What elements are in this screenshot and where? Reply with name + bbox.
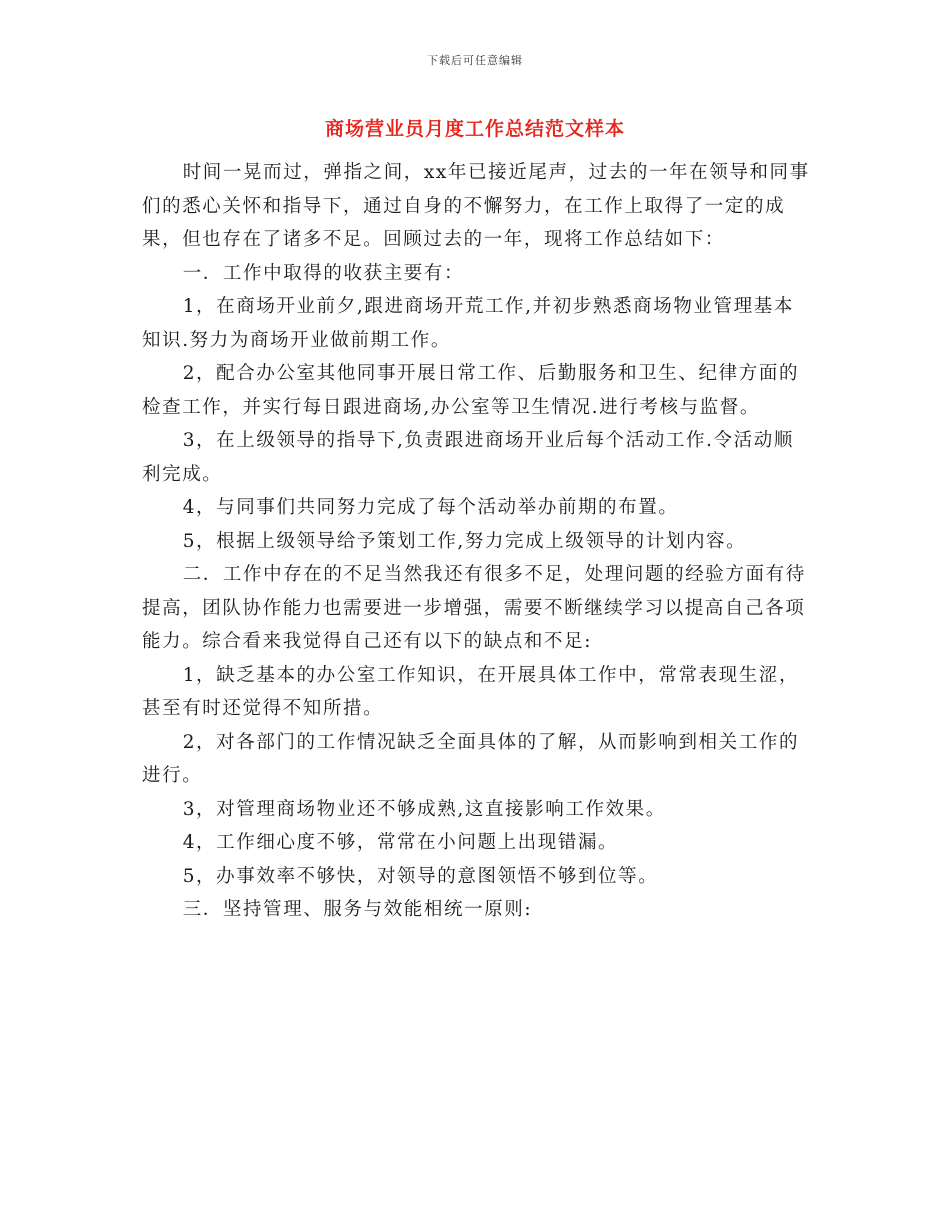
- achievement-item-3: 3，在上级领导的指导下,负责跟进商场开业后每个活动工作.令活动顺利完成。: [142, 430, 794, 485]
- shortcoming-item-2: 2，对各部门的工作情况缺乏全面具体的了解，从而影响到相关工作的进行。: [142, 731, 800, 786]
- achievement-item-2: 2，配合办公室其他同事开展日常工作、后勤服务和卫生、纪律方面的检查工作，并实行每日跟进商场,办公室等卫生情况.进行考核与监督。: [142, 363, 800, 418]
- shortcoming-item-4: 4，工作细心度不够，常常在小问题上出现错漏。: [182, 832, 619, 853]
- intro-paragraph: 时间一晃而过，弹指之间，xx年已接近尾声，过去的一年在领导和同事们的悉心关怀和指导下，通过自身的不懈努力，在工作上取得了一定的成果，但也存在了诸多不足。回顾过去的一年，现将工作总结如下：: [142, 162, 810, 250]
- document-title: 商场营业员月度工作总结范文样本: [324, 118, 625, 140]
- page-header-note: 下载后可任意编辑: [427, 54, 523, 67]
- shortcoming-item-1: 1，缺乏基本的办公室工作知识，在开展具体工作中，常常表现生涩，甚至有时还觉得不知所措。: [142, 664, 800, 719]
- shortcoming-item-3: 3，对管理商场物业还不够成熟,这直接影响工作效果。: [182, 798, 666, 820]
- achievement-item-4: 4，与同事们共同努力完成了每个活动举办前期的布置。: [182, 497, 679, 518]
- document-body: [142, 156, 810, 927]
- shortcoming-item-5: 5，办事效率不够快，对领导的意图领悟不够到位等。: [182, 865, 659, 887]
- section-heading-shortcomings: 二．工作中存在的不足当然我还有很多不足，处理问题的经验方面有待提高，团队协作能力也需要进一步增强，需要不断继续学习以提高自己各项能力。综合看来我觉得自己还有以下的缺点和不足:: [142, 564, 806, 652]
- achievement-item-1: 1，在商场开业前夕,跟进商场开荒工作,并初步熟悉商场物业管理基本知识.努力为商场开业做前期工作。: [142, 296, 794, 351]
- achievement-item-5: 5，根据上级领导给予策划工作,努力完成上级领导的计划内容。: [182, 530, 747, 552]
- section-heading-achievements: 一．工作中取得的收获主要有：: [182, 262, 465, 284]
- section-heading-principles: 三．坚持管理、服务与效能相统一原则:: [182, 899, 533, 920]
